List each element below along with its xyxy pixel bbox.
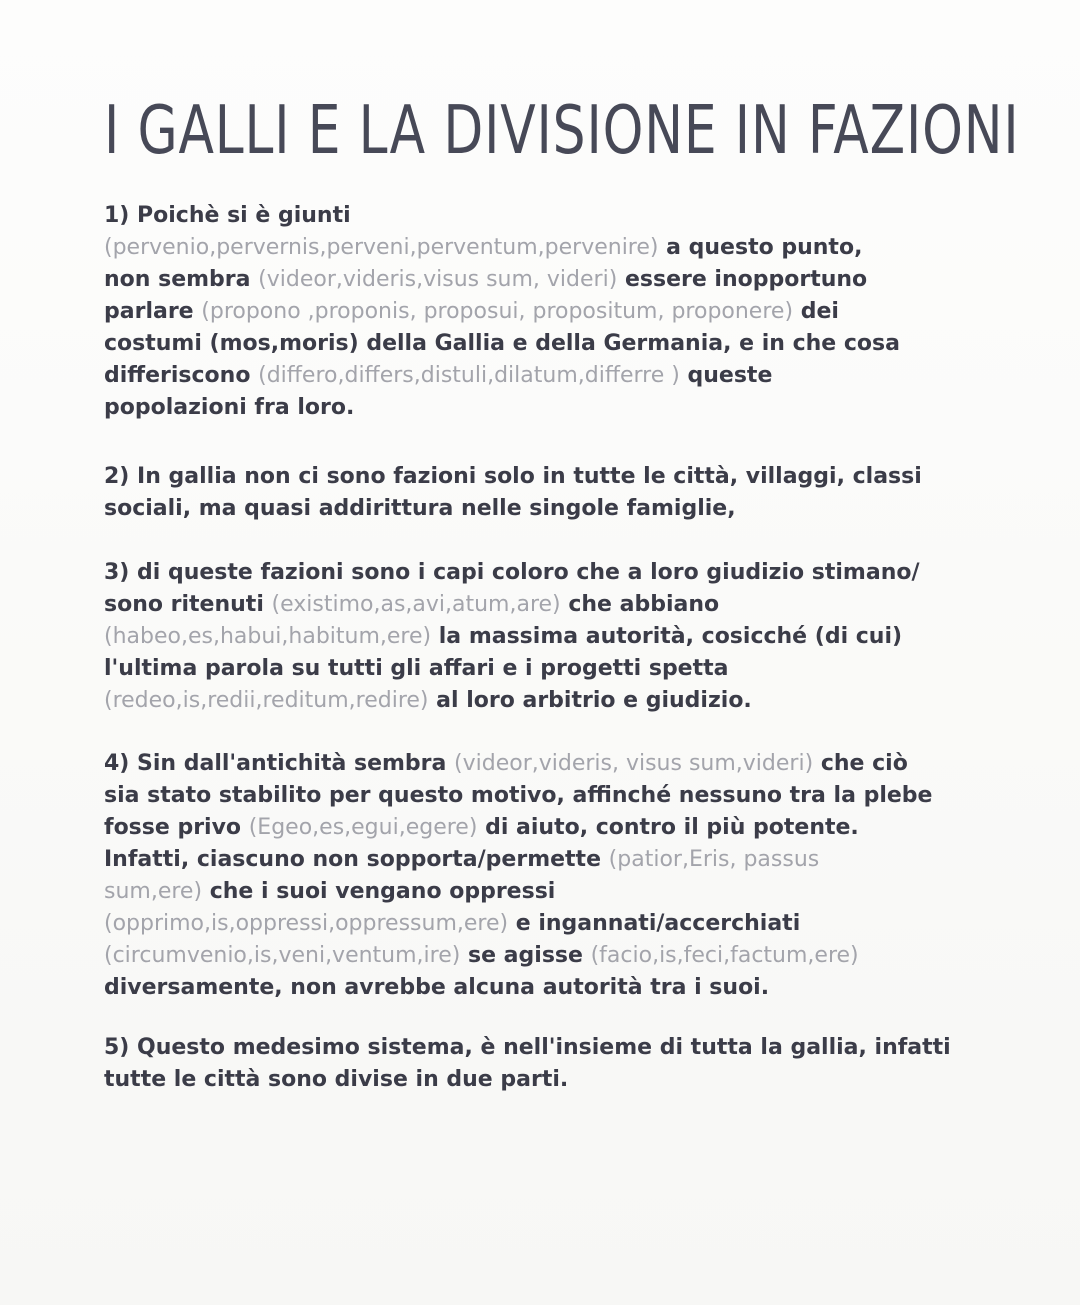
translation-text: differiscono xyxy=(104,363,259,388)
text-line xyxy=(104,844,984,876)
text-line xyxy=(104,908,984,940)
text-line xyxy=(104,264,984,296)
latin-verb-forms: (habeo,es,habui,habitum,ere) xyxy=(104,624,432,649)
paragraph-2 xyxy=(104,461,984,525)
text-line xyxy=(104,589,984,621)
paragraph-4 xyxy=(104,748,984,1004)
text-line xyxy=(104,557,984,589)
translation-text: 2) In gallia non ci sono fazioni solo in tutte le città, villaggi, classi xyxy=(104,464,922,489)
translation-text: al loro arbitrio e giudizio. xyxy=(428,688,752,713)
translation-text: di aiuto, contro il più potente. xyxy=(477,815,859,840)
latin-verb-forms: (redeo,is,redii,reditum,redire) xyxy=(104,688,429,713)
translation-text: non sembra xyxy=(104,267,259,292)
text-line xyxy=(104,780,984,812)
translation-text: parlare xyxy=(104,299,202,324)
translation-text: 4) Sin dall'antichità sembra xyxy=(104,751,455,776)
translation-text: queste xyxy=(679,363,773,388)
text-line xyxy=(104,876,984,908)
latin-verb-forms: (patior,Eris, passus xyxy=(608,847,820,872)
text-line xyxy=(104,360,984,392)
paragraph-3 xyxy=(104,557,984,717)
latin-verb-forms: (propono ,proponis, proposui, propositum, proponere) xyxy=(201,299,794,324)
translation-text: 1) Poichè si è giunti xyxy=(104,203,351,228)
translation-text: diversamente, non avrebbe alcuna autorità tra i suoi. xyxy=(104,975,770,1000)
paragraph-1 xyxy=(104,200,984,424)
text-line xyxy=(104,812,984,844)
translation-text: tutte le città sono divise in due parti. xyxy=(104,1067,569,1092)
text-line xyxy=(104,296,984,328)
translation-text: la massima autorità, cosicché (di cui) xyxy=(431,624,903,649)
translation-text: se agisse xyxy=(460,943,591,968)
translation-text: fosse privo xyxy=(104,815,249,840)
text-line xyxy=(104,972,984,1004)
translation-text: sono ritenuti xyxy=(104,592,272,617)
text-line xyxy=(104,940,984,972)
text-line xyxy=(104,328,984,360)
latin-verb-forms: (differo,differs,distuli,dilatum,differre ) xyxy=(258,363,680,388)
translation-text: che i suoi vengano oppressi xyxy=(202,879,556,904)
translation-text: e ingannati/accerchiati xyxy=(508,911,801,936)
text-line xyxy=(104,1032,984,1064)
translation-text: popolazioni fra loro. xyxy=(104,395,355,420)
latin-verb-forms: (videor,videris, visus sum,videri) xyxy=(454,751,814,776)
text-line xyxy=(104,461,984,493)
translation-text: essere inopportuno xyxy=(617,267,868,292)
latin-verb-forms: (facio,is,feci,factum,ere) xyxy=(590,943,859,968)
latin-verb-forms: (Egeo,es,egui,egere) xyxy=(248,815,478,840)
text-line xyxy=(104,1064,984,1096)
text-line xyxy=(104,653,984,685)
translation-text: costumi (mos,moris) della Gallia e della Germania, e in che cosa xyxy=(104,331,900,356)
translation-text: sociali, ma quasi addirittura nelle singole famiglie, xyxy=(104,496,736,521)
translation-text: l'ultima parola su tutti gli affari e i progetti spetta xyxy=(104,656,729,681)
page-title: I GALLI E LA DIVISIONE IN FAZIONI xyxy=(104,91,1020,169)
text-line xyxy=(104,200,984,232)
translation-text: che abbiano xyxy=(560,592,720,617)
text-line xyxy=(104,392,984,424)
latin-verb-forms: (opprimo,is,oppressi,oppressum,ere) xyxy=(104,911,509,936)
latin-verb-forms: (pervenio,pervernis,perveni,perventum,pervenire) xyxy=(104,235,659,260)
paragraph-5 xyxy=(104,1032,984,1096)
translation-text: 3) di queste fazioni sono i capi coloro che a loro giudizio stimano/ xyxy=(104,560,920,585)
translation-text: 5) Questo medesimo sistema, è nell'insieme di tutta la gallia, infatti xyxy=(104,1035,951,1060)
text-line xyxy=(104,493,984,525)
text-line xyxy=(104,232,984,264)
latin-verb-forms: (videor,videris,visus sum, videri) xyxy=(258,267,618,292)
latin-verb-forms: sum,ere) xyxy=(104,879,203,904)
text-line xyxy=(104,685,984,717)
text-line xyxy=(104,621,984,653)
translation-text: sia stato stabilito per questo motivo, affinché nessuno tra la plebe xyxy=(104,783,933,808)
translation-text: dei xyxy=(793,299,839,324)
translation-text: Infatti, ciascuno non sopporta/permette xyxy=(104,847,609,872)
latin-verb-forms: (circumvenio,is,veni,ventum,ire) xyxy=(104,943,461,968)
latin-verb-forms: (existimo,as,avi,atum,are) xyxy=(271,592,561,617)
text-line xyxy=(104,748,984,780)
translation-text: a questo punto, xyxy=(658,235,863,260)
translation-text: che ciò xyxy=(813,751,908,776)
